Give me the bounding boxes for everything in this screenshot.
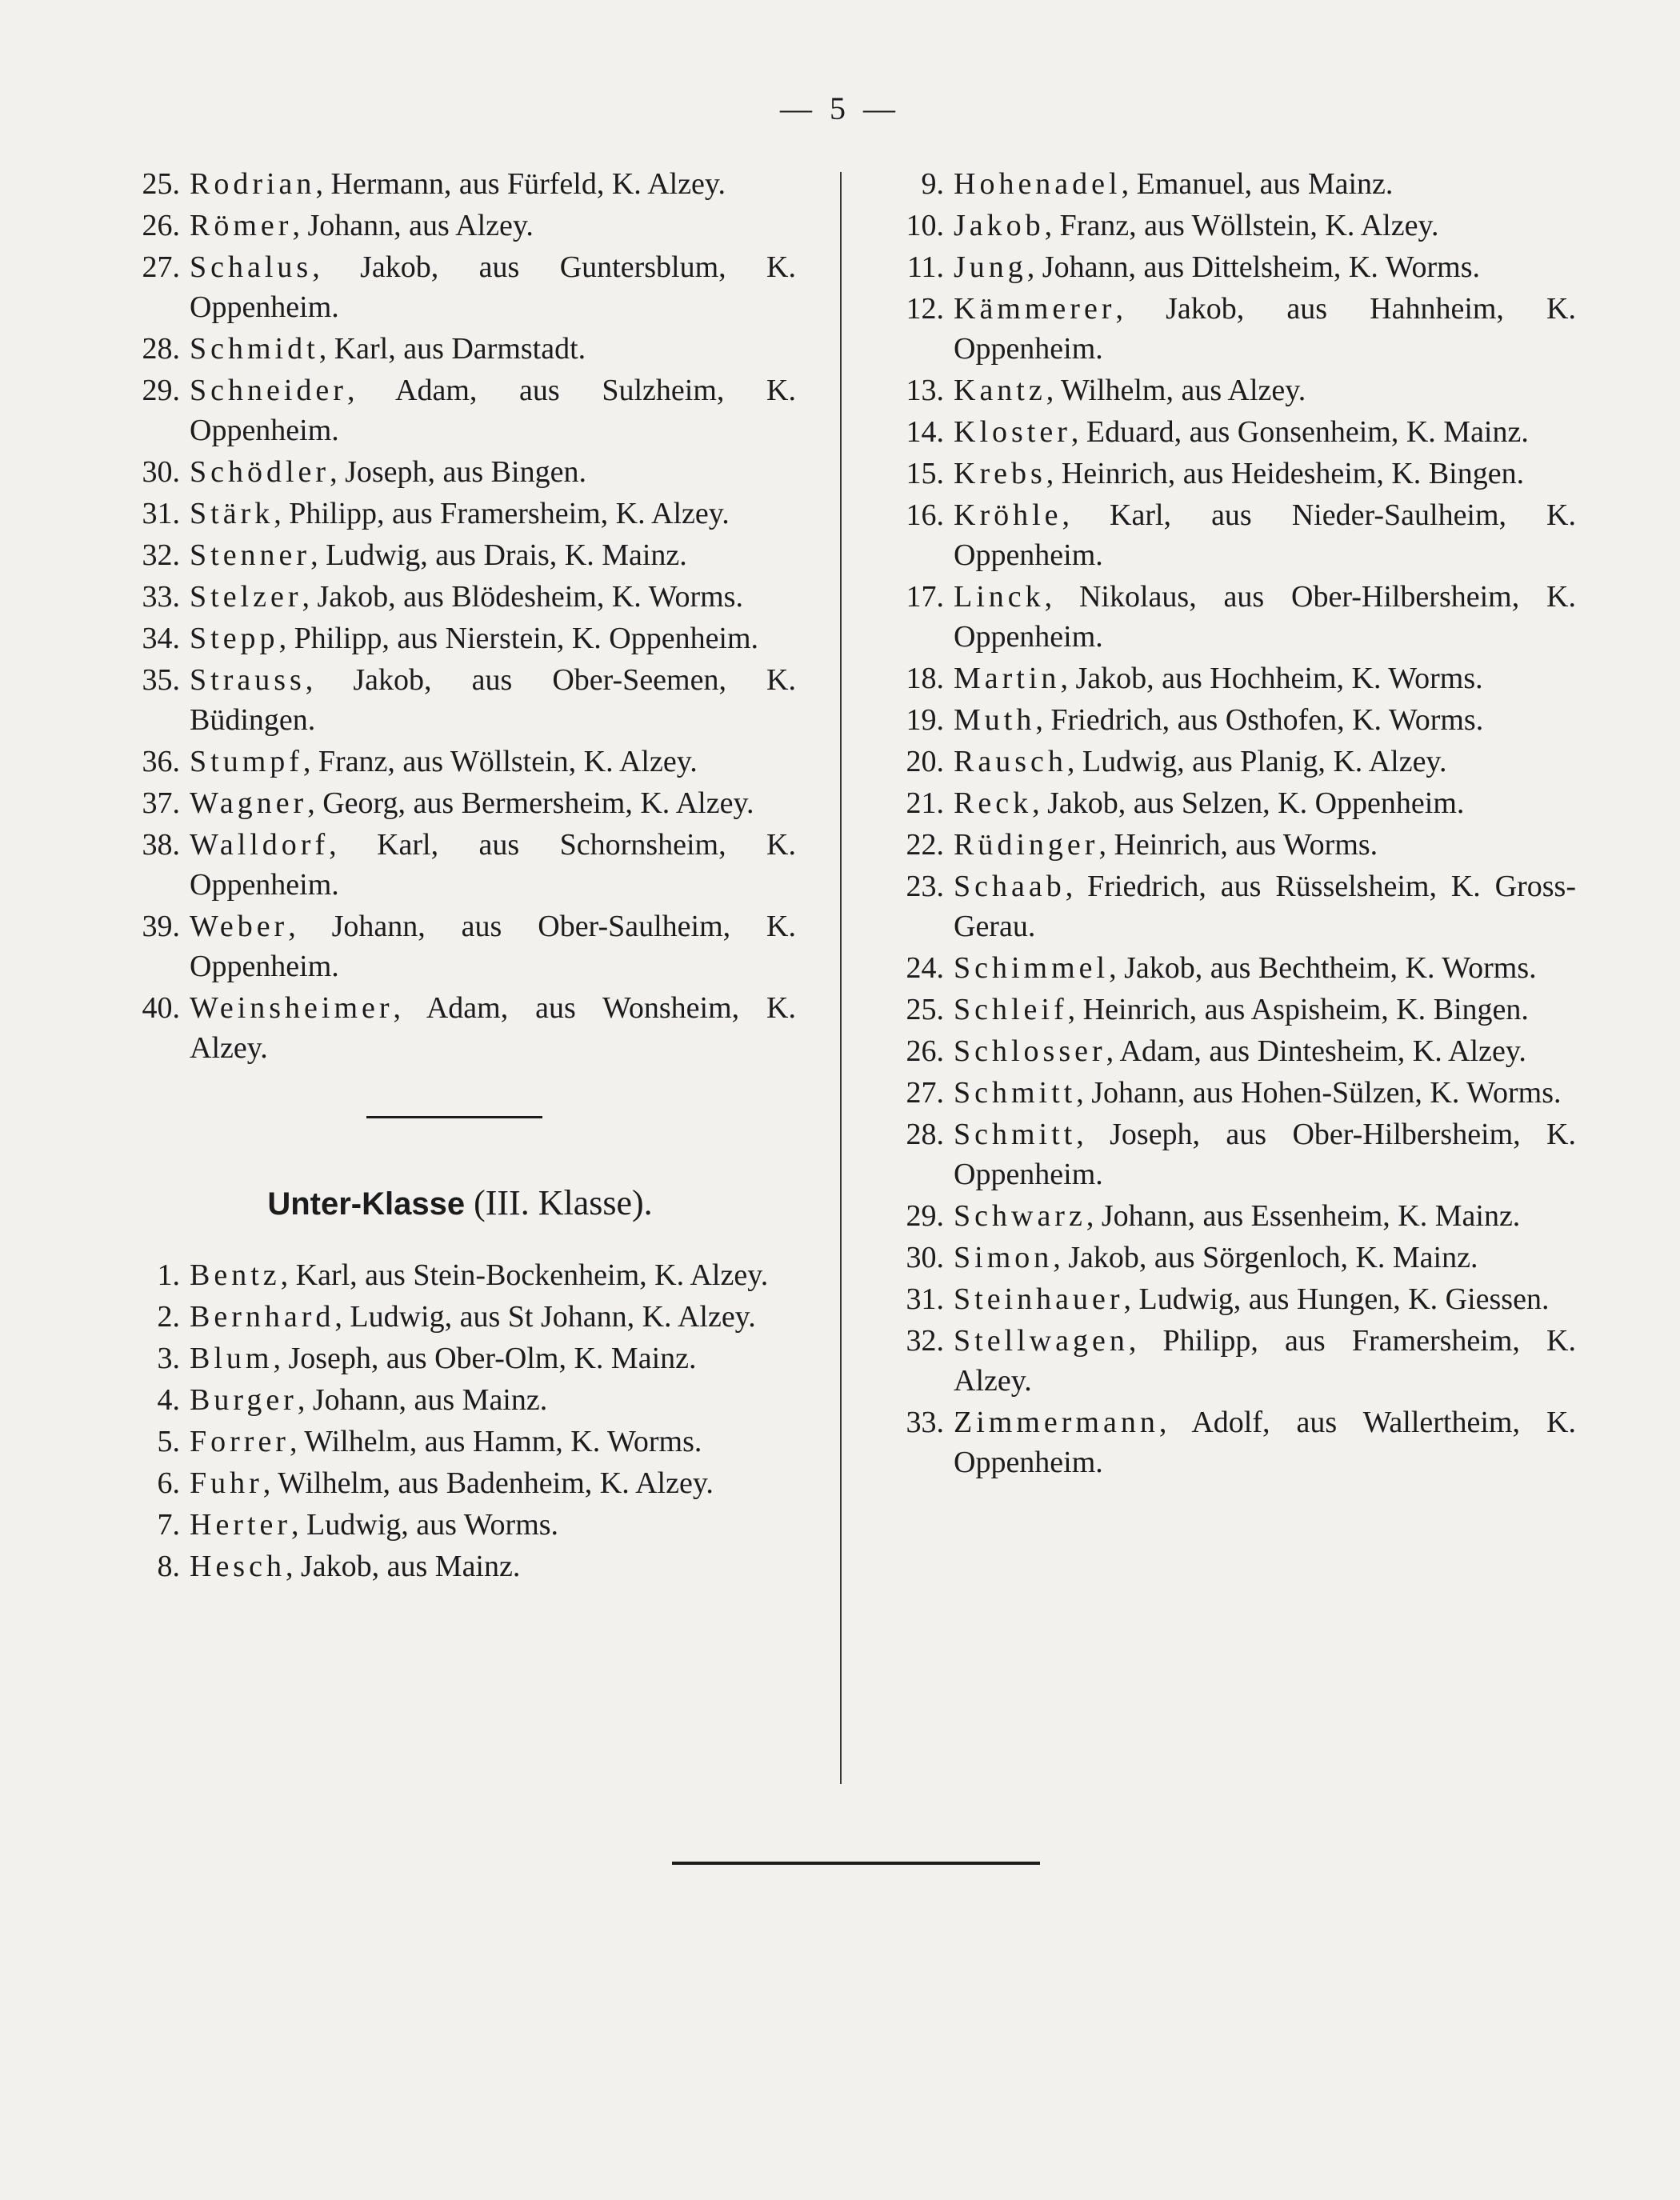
- entry-surname: Weber: [190, 910, 289, 943]
- entry-number: 30.: [906, 1241, 944, 1274]
- list-item: [124, 1338, 796, 1378]
- entry-details: , Ludwig, aus Drais, K. Mainz.: [310, 538, 687, 572]
- entry-text: [190, 535, 796, 575]
- entry-surname: Linck: [954, 580, 1045, 614]
- entry-number: 32.: [142, 538, 180, 572]
- entry-text: [190, 329, 796, 369]
- list-item: [888, 1114, 1576, 1194]
- entry-details: , Philipp, aus Framersheim, K. Alzey.: [274, 497, 730, 530]
- entry-text: [190, 825, 796, 905]
- entry-number: 18.: [906, 662, 944, 695]
- entry-details: , Philipp, aus Framersheim, K. Alzey.: [954, 1324, 1576, 1398]
- entry-text: [954, 742, 1576, 782]
- entry-text: [190, 1546, 796, 1586]
- entry-details: , Jakob, aus Sörgenloch, K. Mainz.: [1053, 1241, 1478, 1274]
- entry-text: [190, 247, 796, 327]
- entry-text: [954, 1402, 1576, 1482]
- entry-details: , Nikolaus, aus Ober-Hilbersheim, K. Oppenheim.: [954, 580, 1576, 654]
- entry-text: [190, 742, 796, 782]
- entry-number: 4.: [157, 1383, 180, 1417]
- entry-text: [190, 206, 796, 246]
- entry-text: [954, 990, 1576, 1030]
- entry-details: , Karl, aus Darmstadt.: [318, 332, 586, 366]
- entry-text: [954, 783, 1576, 823]
- entry-number: 20.: [906, 745, 944, 778]
- list-item: [124, 825, 796, 905]
- list-item: [888, 1238, 1576, 1278]
- entry-details: , Eduard, aus Gonsenheim, K. Mainz.: [1070, 415, 1529, 449]
- entry-number: 32.: [906, 1324, 944, 1358]
- unterklasse-continued-list: [888, 164, 1576, 1482]
- list-item: [124, 988, 796, 1068]
- list-item: [124, 1380, 796, 1420]
- entry-surname: Hohenadel: [954, 167, 1122, 201]
- entry-details: , Hermann, aus Fürfeld, K. Alzey.: [315, 167, 726, 201]
- entry-number: 28.: [142, 332, 180, 366]
- entry-surname: Rüdinger: [954, 828, 1099, 862]
- entry-details: , Jakob, aus Selzen, K. Oppenheim.: [1032, 786, 1465, 820]
- entry-details: , Heinrich, aus Worms.: [1098, 828, 1378, 862]
- list-item: [124, 370, 796, 450]
- entry-details: , Joseph, aus Ober-Olm, K. Mainz.: [273, 1342, 697, 1375]
- list-item: [888, 1073, 1576, 1113]
- entry-details: , Heinrich, aus Heidesheim, K. Bingen.: [1046, 457, 1525, 490]
- entry-details: , Jakob, aus Ober-Seemen, K. Büdingen.: [190, 663, 796, 737]
- entry-details: , Ludwig, aus Planig, K. Alzey.: [1066, 745, 1447, 778]
- entry-number: 7.: [157, 1508, 180, 1542]
- entry-surname: Simon: [954, 1241, 1054, 1274]
- list-item: [888, 577, 1576, 657]
- entry-details: , Jakob, aus Mainz.: [285, 1550, 521, 1583]
- entry-surname: Kämmerer: [954, 292, 1116, 326]
- entry-surname: Kloster: [954, 415, 1071, 449]
- entry-number: 1.: [157, 1258, 180, 1292]
- list-item: [124, 1255, 796, 1295]
- entry-text: [954, 454, 1576, 494]
- entry-details: , Karl, aus Stein-Bockenheim, K. Alzey.: [280, 1258, 769, 1292]
- entry-surname: Reck: [954, 786, 1033, 820]
- list-item: [124, 577, 796, 617]
- entry-number: 27.: [142, 250, 180, 284]
- entry-text: [190, 1338, 796, 1378]
- list-item: [888, 1279, 1576, 1319]
- entry-number: 34.: [142, 622, 180, 655]
- entry-details: , Jakob, aus Hochheim, K. Worms.: [1060, 662, 1483, 695]
- entry-details: , Georg, aus Bermersheim, K. Alzey.: [307, 786, 754, 820]
- list-item: [888, 1031, 1576, 1071]
- entry-number: 6.: [157, 1466, 180, 1500]
- entry-surname: Weinsheimer: [190, 991, 394, 1025]
- entry-text: [190, 577, 796, 617]
- list-item: [888, 825, 1576, 865]
- entry-number: 27.: [906, 1076, 944, 1110]
- entry-number: 25.: [906, 993, 944, 1026]
- entry-text: [954, 370, 1576, 410]
- entry-text: [954, 825, 1576, 865]
- entry-number: 16.: [906, 498, 944, 532]
- section-title-sub: (III. Klasse).: [465, 1183, 653, 1222]
- list-item: [888, 990, 1576, 1030]
- entry-surname: Stärk: [190, 497, 274, 530]
- entry-text: [954, 164, 1576, 204]
- entry-text: [190, 164, 796, 204]
- section-title: [124, 1182, 796, 1223]
- entry-number: 31.: [142, 497, 180, 530]
- entry-text: [190, 1380, 796, 1420]
- entry-text: [190, 988, 796, 1068]
- entry-number: 13.: [906, 374, 944, 407]
- list-item: [124, 452, 796, 492]
- list-item: [124, 906, 796, 986]
- entry-details: , Jakob, aus Guntersblum, K. Oppenheim.: [190, 250, 796, 324]
- entry-text: [954, 247, 1576, 287]
- entry-details: , Johann, aus Essenheim, K. Mainz.: [1086, 1199, 1521, 1233]
- entry-surname: Burger: [190, 1383, 298, 1417]
- entry-number: 5.: [157, 1425, 180, 1458]
- entry-text: [190, 494, 796, 534]
- entry-surname: Schleif: [954, 993, 1068, 1026]
- entry-number: 11.: [906, 250, 944, 284]
- entry-number: 25.: [142, 167, 180, 201]
- entry-surname: Bernhard: [190, 1300, 335, 1334]
- entry-surname: Schimmel: [954, 951, 1110, 985]
- entry-text: [954, 1073, 1576, 1113]
- entry-surname: Rausch: [954, 745, 1067, 778]
- entry-number: 15.: [906, 457, 944, 490]
- entry-text: [954, 700, 1576, 740]
- list-item: [124, 494, 796, 534]
- entry-text: [190, 783, 796, 823]
- list-item: [888, 164, 1576, 204]
- entry-details: , Karl, aus Nieder-Saulheim, K. Oppenheim.: [954, 498, 1576, 572]
- entry-surname: Martin: [954, 662, 1061, 695]
- entry-surname: Steinhauer: [954, 1282, 1124, 1316]
- entry-number: 37.: [142, 786, 180, 820]
- entry-surname: Hesch: [190, 1550, 286, 1583]
- entry-text: [954, 1321, 1576, 1401]
- entry-surname: Wagner: [190, 786, 308, 820]
- entry-number: 26.: [906, 1034, 944, 1068]
- entry-number: 33.: [906, 1406, 944, 1439]
- list-item: [888, 866, 1576, 946]
- entry-number: 31.: [906, 1282, 944, 1316]
- left-column: [124, 164, 796, 1588]
- entry-text: [954, 866, 1576, 946]
- entry-details: , Joseph, aus Ober-Hilbersheim, K. Oppenheim.: [954, 1118, 1576, 1191]
- entry-number: 29.: [906, 1199, 944, 1233]
- entry-number: 36.: [142, 745, 180, 778]
- entry-details: , Friedrich, aus Osthofen, K. Worms.: [1035, 703, 1484, 737]
- list-item: [888, 370, 1576, 410]
- list-item: [888, 454, 1576, 494]
- entry-surname: Jung: [954, 250, 1027, 284]
- entry-number: 23.: [906, 870, 944, 903]
- right-column: [888, 164, 1576, 1484]
- entry-details: , Karl, aus Schornsheim, K. Oppenheim.: [190, 828, 796, 902]
- entry-surname: Stumpf: [190, 745, 303, 778]
- entry-text: [954, 577, 1576, 657]
- list-item: [888, 412, 1576, 452]
- list-item: [888, 206, 1576, 246]
- entry-number: 26.: [142, 209, 180, 242]
- entry-text: [190, 1463, 796, 1503]
- entry-details: , Wilhelm, aus Alzey.: [1046, 374, 1306, 407]
- list-item: [124, 535, 796, 575]
- list-item: [124, 1505, 796, 1545]
- page-end-rule: [672, 1862, 1040, 1865]
- entry-number: 33.: [142, 580, 180, 614]
- entry-text: [954, 289, 1576, 369]
- entry-text: [190, 1297, 796, 1337]
- entry-surname: Forrer: [190, 1425, 290, 1458]
- list-item: [124, 1546, 796, 1586]
- entry-text: [190, 1422, 796, 1462]
- entry-number: 21.: [906, 786, 944, 820]
- entry-surname: Schmidt: [190, 332, 319, 366]
- list-item: [124, 329, 796, 369]
- entry-surname: Herter: [190, 1508, 292, 1542]
- entry-surname: Muth: [954, 703, 1036, 737]
- entry-number: 17.: [906, 580, 944, 614]
- entry-surname: Schalus: [190, 250, 313, 284]
- list-item: [124, 1422, 796, 1462]
- entry-details: , Ludwig, aus Worms.: [291, 1508, 559, 1542]
- section-divider: [366, 1116, 542, 1118]
- list-item: [888, 700, 1576, 740]
- entry-text: [190, 1505, 796, 1545]
- list-item: [888, 495, 1576, 575]
- entry-details: , Philipp, aus Nierstein, K. Oppenheim.: [278, 622, 759, 655]
- list-item: [888, 742, 1576, 782]
- entry-number: 29.: [142, 374, 180, 407]
- entry-text: [954, 1279, 1576, 1319]
- list-item: [888, 247, 1576, 287]
- list-item: [124, 247, 796, 327]
- list-item: [124, 206, 796, 246]
- entry-surname: Schmitt: [954, 1118, 1077, 1151]
- list-item: [124, 783, 796, 823]
- list-item: [888, 1402, 1576, 1482]
- entry-number: 12.: [906, 292, 944, 326]
- entry-surname: Stenner: [190, 538, 311, 572]
- entry-surname: Bentz: [190, 1258, 281, 1292]
- entry-text: [954, 412, 1576, 452]
- list-item: [124, 618, 796, 658]
- entry-number: 39.: [142, 910, 180, 943]
- entry-text: [954, 1238, 1576, 1278]
- entry-details: , Wilhelm, aus Hamm, K. Worms.: [289, 1425, 702, 1458]
- entry-details: , Jakob, aus Hahnheim, K. Oppenheim.: [954, 292, 1576, 366]
- entry-details: , Johann, aus Ober-Saulheim, K. Oppenheim.: [190, 910, 796, 983]
- entry-surname: Blum: [190, 1342, 274, 1375]
- entry-number: 28.: [906, 1118, 944, 1151]
- entry-details: , Jakob, aus Blödesheim, K. Worms.: [302, 580, 743, 614]
- entry-details: , Johann, aus Dittelsheim, K. Worms.: [1026, 250, 1480, 284]
- entry-number: 22.: [906, 828, 944, 862]
- entry-details: , Emanuel, aus Mainz.: [1121, 167, 1394, 201]
- list-item: [888, 783, 1576, 823]
- entry-details: , Ludwig, aus St Johann, K. Alzey.: [334, 1300, 756, 1334]
- entry-details: , Franz, aus Wöllstein, K. Alzey.: [302, 745, 698, 778]
- entry-number: 40.: [142, 991, 180, 1025]
- list-item: [124, 164, 796, 204]
- entry-surname: Schneider: [190, 374, 347, 407]
- entry-surname: Fuhr: [190, 1466, 263, 1500]
- entry-surname: Stellwagen: [954, 1324, 1129, 1358]
- entry-surname: Krebs: [954, 457, 1046, 490]
- entry-details: , Jakob, aus Bechtheim, K. Worms.: [1109, 951, 1537, 985]
- entry-number: 14.: [906, 415, 944, 449]
- entry-surname: Schwarz: [954, 1199, 1086, 1233]
- entry-text: [190, 618, 796, 658]
- entry-number: 2.: [157, 1300, 180, 1334]
- entry-details: , Johann, aus Mainz.: [297, 1383, 548, 1417]
- entry-surname: Schödler: [190, 455, 330, 489]
- entry-text: [954, 1031, 1576, 1071]
- entry-text: [190, 906, 796, 986]
- list-item: [124, 1463, 796, 1503]
- entry-number: 38.: [142, 828, 180, 862]
- entry-text: [190, 1255, 796, 1295]
- entry-surname: Schmitt: [954, 1076, 1077, 1110]
- entry-number: 19.: [906, 703, 944, 737]
- list-item: [888, 1321, 1576, 1401]
- list-item: [124, 660, 796, 740]
- entry-number: 9.: [921, 167, 944, 201]
- entry-details: , Ludwig, aus Hungen, K. Giessen.: [1123, 1282, 1550, 1316]
- entry-number: 3.: [157, 1342, 180, 1375]
- list-item: [888, 1196, 1576, 1236]
- entry-details: , Adam, aus Wonsheim, K. Alzey.: [190, 991, 796, 1065]
- oberklasse-continued-list: [124, 164, 796, 1068]
- list-item: [888, 948, 1576, 988]
- list-item: [124, 1297, 796, 1337]
- entry-text: [954, 495, 1576, 575]
- entry-text: [954, 948, 1576, 988]
- entry-surname: Schlosser: [954, 1034, 1106, 1068]
- entry-surname: Walldorf: [190, 828, 330, 862]
- entry-text: [954, 206, 1576, 246]
- entry-details: , Adam, aus Sulzheim, K. Oppenheim.: [190, 374, 796, 447]
- entry-number: 8.: [157, 1550, 180, 1583]
- entry-surname: Stelzer: [190, 580, 302, 614]
- entry-details: , Wilhelm, aus Badenheim, K. Alzey.: [262, 1466, 714, 1500]
- entry-surname: Zimmermann: [954, 1406, 1159, 1439]
- entry-surname: Strauss: [190, 663, 306, 697]
- list-item: [888, 658, 1576, 698]
- entry-surname: Kröhle: [954, 498, 1062, 532]
- section-title-main: Unter-Klasse: [267, 1186, 466, 1222]
- entry-details: , Heinrich, aus Aspisheim, K. Bingen.: [1067, 993, 1529, 1026]
- entry-number: 10.: [906, 209, 944, 242]
- entry-number: 35.: [142, 663, 180, 697]
- entry-details: , Friedrich, aus Rüsselsheim, K. Gross-Gerau.: [954, 870, 1576, 943]
- unterklasse-list: [124, 1255, 796, 1586]
- column-divider: [840, 172, 842, 1784]
- entry-text: [954, 1114, 1576, 1194]
- entry-surname: Kantz: [954, 374, 1046, 407]
- entry-surname: Schaab: [954, 870, 1066, 903]
- entry-text: [954, 1196, 1576, 1236]
- entry-text: [190, 452, 796, 492]
- entry-number: 24.: [906, 951, 944, 985]
- entry-text: [190, 660, 796, 740]
- entry-details: , Franz, aus Wöllstein, K. Alzey.: [1044, 209, 1439, 242]
- entry-number: 30.: [142, 455, 180, 489]
- entry-text: [954, 658, 1576, 698]
- page-number: — 5 —: [780, 90, 900, 126]
- list-item: [124, 742, 796, 782]
- list-item: [888, 289, 1576, 369]
- entry-details: , Johann, aus Alzey.: [292, 209, 534, 242]
- entry-details: , Joseph, aus Bingen.: [330, 455, 586, 489]
- entry-surname: Rodrian: [190, 167, 316, 201]
- entry-text: [190, 370, 796, 450]
- entry-details: , Johann, aus Hohen-Sülzen, K. Worms.: [1076, 1076, 1562, 1110]
- entry-surname: Stepp: [190, 622, 279, 655]
- entry-surname: Römer: [190, 209, 293, 242]
- entry-details: , Adolf, aus Wallertheim, K. Oppenheim.: [954, 1406, 1576, 1479]
- entry-surname: Jakob: [954, 209, 1045, 242]
- entry-details: , Adam, aus Dintesheim, K. Alzey.: [1106, 1034, 1526, 1068]
